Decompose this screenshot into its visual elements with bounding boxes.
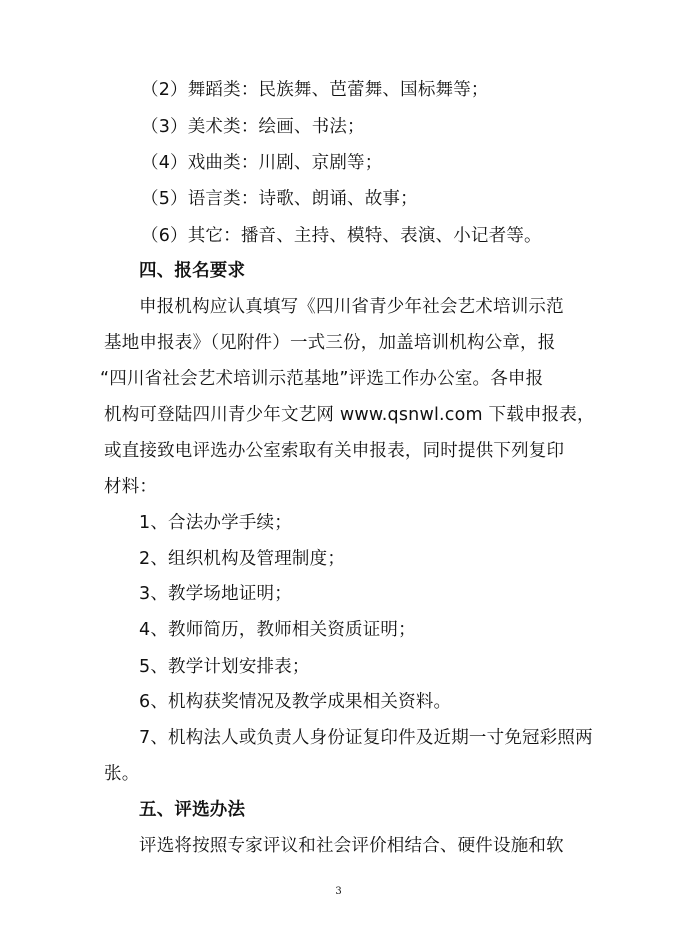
category-number: （4） bbox=[141, 153, 188, 173]
category-text: 戏曲类：川剧、京剧等； bbox=[187, 153, 383, 173]
list-item: 5、教学计划安排表； bbox=[139, 657, 310, 677]
list-item: 6、机构获奖情况及教学成果相关资料。 bbox=[139, 692, 452, 712]
list-item-continuation: 张。 bbox=[104, 764, 140, 784]
paragraph-line: 基地申报表》（见附件）一式三份，加盖培训机构公章，报 bbox=[104, 333, 556, 353]
category-number: （3） bbox=[141, 117, 188, 137]
category-text: 美术类：绘画、书法； bbox=[187, 117, 365, 137]
paragraph-line: 机构可登陆四川青少年文艺网 www.qsnwl.com 下载申报表， bbox=[104, 405, 595, 425]
list-item: 7、机构法人或负责人身份证复印件及近期一寸免冠彩照两 bbox=[139, 728, 593, 748]
category-item bbox=[141, 152, 382, 174]
list-item: 4、教师简历，教师相关资质证明； bbox=[139, 620, 416, 640]
category-number: （2） bbox=[141, 80, 188, 100]
category-text: 其它：播音、主持、模特、表演、小记者等。 bbox=[187, 226, 542, 246]
category-item bbox=[141, 225, 542, 247]
paragraph-line: 材料： bbox=[104, 477, 158, 497]
section-heading-evaluation: 五、评选办法 bbox=[139, 800, 246, 820]
category-item bbox=[141, 188, 418, 210]
list-item: 1、合法办学手续； bbox=[139, 513, 292, 533]
paragraph-line: 申报机构应认真填写《四川省青少年社会艺术培训示范 bbox=[139, 297, 564, 317]
paragraph-line: 评选将按照专家评议和社会评价相结合、硬件设施和软 bbox=[139, 836, 564, 856]
category-text: 舞蹈类：民族舞、芭蕾舞、国标舞等； bbox=[187, 80, 489, 100]
section-heading-registration: 四、报名要求 bbox=[139, 261, 246, 281]
paragraph-line: 或直接致电评选办公室索取有关申报表，同时提供下列复印 bbox=[104, 441, 565, 461]
page-number: 3 bbox=[335, 886, 342, 897]
category-number: （5） bbox=[141, 189, 188, 209]
category-number: （6） bbox=[141, 226, 188, 246]
paragraph-line: “四川省社会艺术培训示范基地”评选工作办公室。各申报 bbox=[100, 369, 544, 389]
category-item bbox=[141, 116, 365, 138]
category-item bbox=[141, 79, 489, 101]
list-item: 2、组织机构及管理制度； bbox=[139, 549, 346, 569]
list-item: 3、教学场地证明； bbox=[139, 584, 292, 604]
category-text: 语言类：诗歌、朗诵、故事； bbox=[187, 189, 418, 209]
